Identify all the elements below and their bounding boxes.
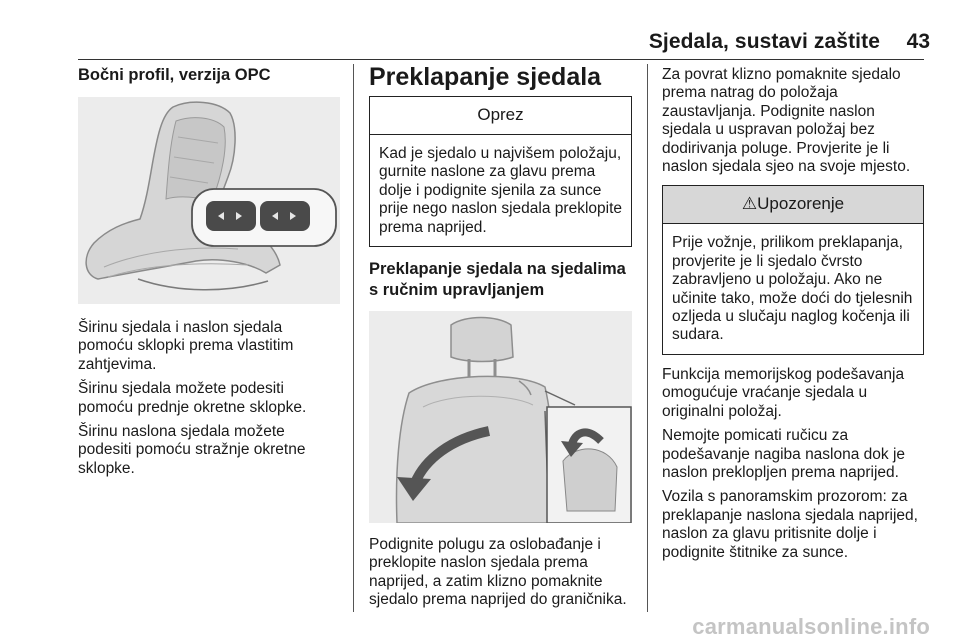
paragraph: Funkcija memorijskog podešavanja omogućuje vraćanje sjedala u originalni položaj.	[662, 365, 905, 420]
seat-folding-illustration	[369, 311, 632, 523]
page-number: 43	[906, 30, 930, 53]
warning-text: Prije vožnje, prilikom preklapanja, provjerite je li sjedalo čvrsto zabravljeno u položaju. Ako ne učinite tako, može doći do tjelesnih ozljeda u slučaju naglog kočenja ili sudara.	[672, 234, 913, 344]
seat-folding-figure	[369, 311, 632, 523]
subsection-heading: Preklapanje sjedala na sjedalima s ručnim upravljanjem	[369, 260, 626, 300]
column-1	[78, 64, 340, 484]
caution-text: Kad je sjedalo u najvišem položaju, gurnite naslone za glavu prema dolje i podignite sjenila za sunce prije nego naslon sjedala preklopite prema naprijed.	[379, 145, 622, 236]
watermark: carmanualsonline.info	[692, 614, 930, 639]
column-3	[662, 64, 924, 568]
seat-side-bolster-figure	[78, 97, 340, 304]
caution-label: Oprez	[370, 97, 631, 135]
header-rule	[78, 59, 924, 60]
column-2	[369, 64, 632, 616]
column-divider-right	[647, 64, 648, 612]
paragraph: Nemojte pomicati ručicu za podešavanje nagiba naslona dok je naslon preklopljen prema naprijed.	[662, 427, 906, 481]
paragraph: Vozila s panoramskim prozorom: za preklapanje naslona sjedala naprijed, naslon za glavu pritisnite dolje i podignite štitnike za sunce.	[662, 488, 918, 561]
seat-bolster-illustration	[78, 97, 340, 304]
caution-box	[369, 96, 632, 247]
paragraph: Podignite polugu za oslobađanje i preklopite naslon sjedala prema naprijed, a zatim klizno pomaknite sjedalo prema naprijed do graničnika.	[369, 536, 627, 609]
section-title: Preklapanje sjedala	[369, 63, 602, 91]
warning-box	[662, 185, 924, 354]
paragraph: Širinu naslona sjedala možete podesiti pomoću stražnje okretne sklopke.	[78, 423, 306, 477]
warning-header	[663, 186, 923, 224]
paragraph: Širinu sjedala možete podesiti pomoću prednje okretne sklopke.	[78, 380, 307, 416]
paragraph: Za povrat klizno pomaknite sjedalo prema natrag do položaja zaustavljanja. Podignite naslon sjedala u uspravan položaj bez dodirivanja poluge. Provjerite je li naslon sjedala sjeo na svoje mjesto.	[662, 66, 911, 176]
running-header-title: Sjedala, sustavi zaštite	[648, 30, 880, 53]
paragraph: Širinu sjedala i naslon sjedala pomoću sklopki prema vlastitim zahtjevima.	[78, 319, 294, 373]
warning-label: Upozorenje	[757, 194, 845, 214]
section-heading-opc: Bočni profil, verzija OPC	[78, 66, 271, 84]
warning-triangle-icon: ⚠	[741, 194, 758, 214]
column-divider-left	[353, 64, 354, 612]
